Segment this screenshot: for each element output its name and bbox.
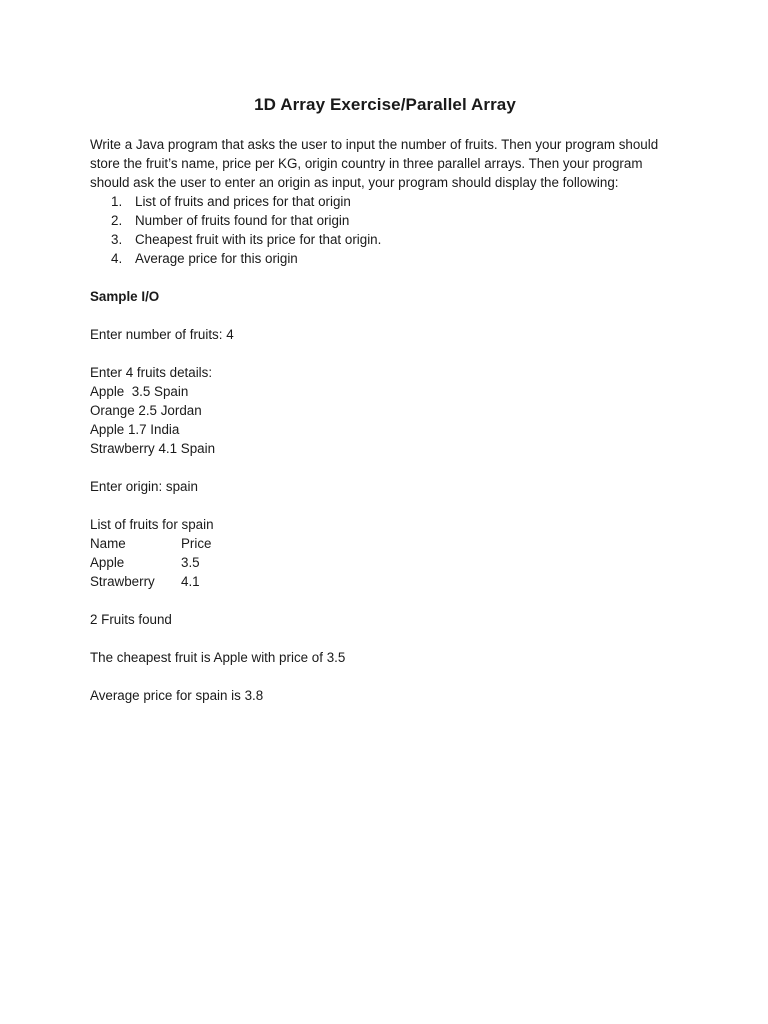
spacer (90, 306, 680, 325)
spacer (90, 667, 680, 686)
table-row (90, 572, 680, 591)
cheapest-line: The cheapest fruit is Apple with price of 3.5 (90, 650, 346, 665)
enter-origin-line: Enter origin: spain (90, 479, 198, 494)
sample-heading: Sample I/O (90, 289, 160, 304)
table-row (90, 553, 680, 572)
document-body (90, 94, 680, 705)
list-item-text: Average price for this origin (135, 251, 298, 266)
spacer (90, 458, 680, 477)
enter-count-line: Enter number of fruits: 4 (90, 327, 234, 342)
fruit-input-line: Apple 3.5 Spain (90, 384, 189, 399)
spacer (90, 496, 680, 515)
spacer (90, 591, 680, 610)
column-header-name: Name (90, 536, 126, 551)
fruit-input-line: Apple 1.7 India (90, 422, 180, 437)
column-header-price: Price (181, 536, 212, 551)
table-cell-price: 4.1 (181, 574, 200, 589)
table-cell-name: Apple (90, 555, 125, 570)
table-cell-name: Strawberry (90, 574, 155, 589)
list-item-number: 1. (111, 194, 123, 209)
list-item (111, 230, 680, 249)
list-item (111, 211, 680, 230)
found-line: 2 Fruits found (90, 612, 172, 627)
list-item (111, 192, 680, 211)
list-heading: List of fruits for spain (90, 517, 214, 532)
intro-paragraph: Write a Java program that asks the user to input the number of fruits. Then your program should store the fruit’s name, price per KG, origin country in three parallel arrays. Then your program should ask the user to enter an origin as input, your program should display the following: (90, 137, 659, 190)
average-line: Average price for spain is 3.8 (90, 688, 264, 703)
task-list (90, 192, 680, 268)
list-item-number: 2. (111, 213, 123, 228)
spacer (90, 629, 680, 648)
details-heading: Enter 4 fruits details: (90, 365, 213, 380)
table-header-row (90, 534, 680, 553)
fruit-input-line: Strawberry 4.1 Spain (90, 441, 216, 456)
spacer (90, 268, 680, 287)
list-item-number: 3. (111, 232, 123, 247)
table-cell-price: 3.5 (181, 555, 200, 570)
list-item-text: Cheapest fruit with its price for that origin. (135, 232, 382, 247)
spacer (90, 344, 680, 363)
list-item (111, 249, 680, 268)
list-item-number: 4. (111, 251, 123, 266)
list-item-text: Number of fruits found for that origin (135, 213, 350, 228)
list-item-text: List of fruits and prices for that origin (135, 194, 351, 209)
page-title: 1D Array Exercise/Parallel Array (254, 95, 516, 114)
fruit-input-line: Orange 2.5 Jordan (90, 403, 202, 418)
